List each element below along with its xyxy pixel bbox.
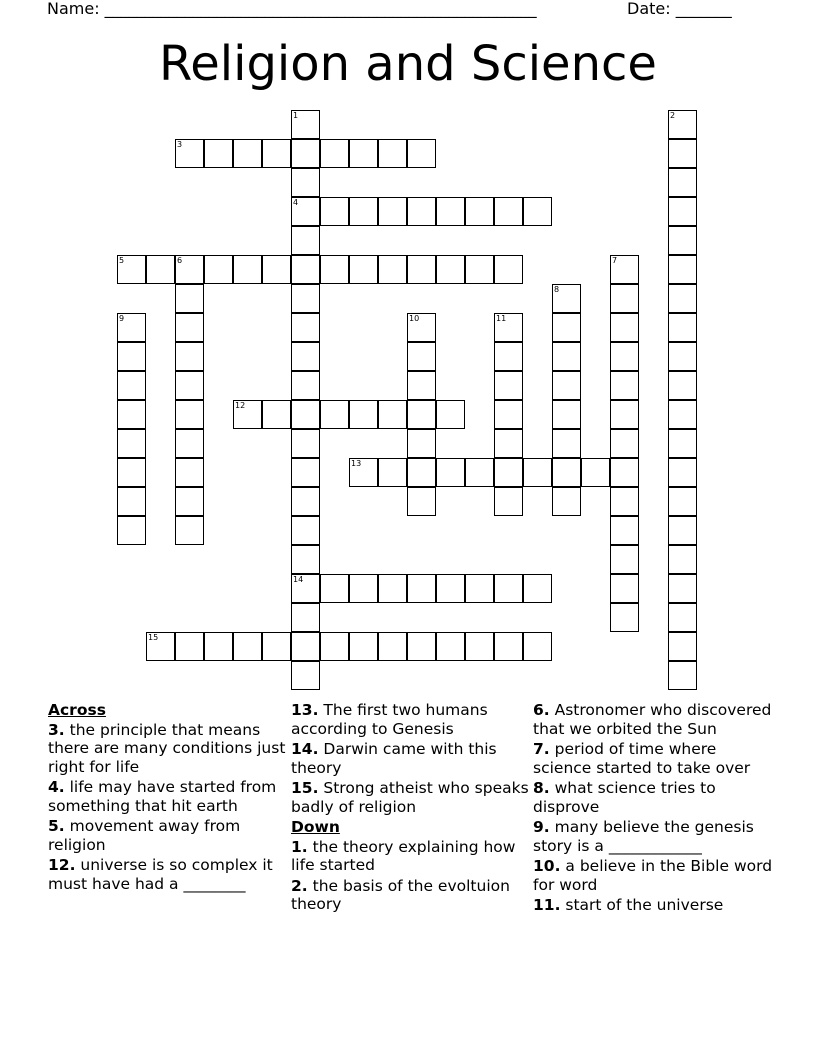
crossword-cell[interactable]	[378, 574, 407, 603]
crossword-cell[interactable]	[378, 458, 407, 487]
clue-item-text: The first two humans according to Genesis	[291, 701, 488, 738]
down-heading: Down	[291, 818, 340, 836]
crossword-cell[interactable]	[175, 429, 204, 458]
clue-item	[48, 778, 288, 815]
crossword-cell[interactable]	[494, 400, 523, 429]
crossword-cell[interactable]	[117, 516, 146, 545]
crossword-cell[interactable]	[349, 458, 378, 487]
crossword-cell[interactable]	[610, 487, 639, 516]
clue-item-text: movement away from religion	[48, 817, 241, 854]
crossword-cell[interactable]	[175, 371, 204, 400]
crossword-cell[interactable]	[436, 632, 465, 661]
crossword-cell[interactable]	[262, 255, 291, 284]
crossword-cell[interactable]	[349, 255, 378, 284]
crossword-cell[interactable]	[233, 400, 262, 429]
crossword-cell[interactable]	[436, 458, 465, 487]
crossword-cell[interactable]	[291, 168, 320, 197]
crossword-cell[interactable]	[610, 545, 639, 574]
crossword-cell[interactable]	[668, 661, 697, 690]
crossword-cell[interactable]	[610, 516, 639, 545]
date-field-label: Date: _______	[627, 0, 732, 18]
crossword-cell[interactable]	[668, 487, 697, 516]
clue-number: 7	[612, 256, 618, 265]
crossword-cell[interactable]	[378, 255, 407, 284]
crossword-cell[interactable]	[436, 197, 465, 226]
clue-item	[533, 779, 773, 816]
crossword-cell[interactable]	[262, 400, 291, 429]
crossword-cell[interactable]	[668, 516, 697, 545]
crossword-cell[interactable]	[494, 342, 523, 371]
crossword-cell[interactable]	[610, 371, 639, 400]
crossword-cell[interactable]	[552, 458, 581, 487]
clue-item	[533, 818, 773, 855]
crossword-cell[interactable]	[378, 632, 407, 661]
crossword-cell[interactable]	[117, 313, 146, 342]
crossword-cell[interactable]	[175, 313, 204, 342]
clue-item	[533, 857, 773, 894]
crossword-cell[interactable]	[407, 371, 436, 400]
crossword-cell[interactable]	[610, 458, 639, 487]
clue-item-text: the basis of the evoltuion theory	[291, 876, 510, 913]
crossword-cell[interactable]	[175, 632, 204, 661]
crossword-cell[interactable]	[175, 400, 204, 429]
clue-number: 1	[293, 111, 299, 120]
clue-number: 6	[177, 256, 183, 265]
crossword-cell[interactable]	[552, 284, 581, 313]
crossword-cell[interactable]	[494, 429, 523, 458]
crossword-cell[interactable]	[117, 487, 146, 516]
crossword-cell[interactable]	[436, 574, 465, 603]
clue-item-number: 4.	[48, 778, 65, 796]
clue-item-text: Darwin came with this theory	[291, 740, 497, 777]
crossword-cell[interactable]	[378, 400, 407, 429]
clue-item-text: many believe the genesis story is a ____________	[533, 818, 754, 855]
clue-number: 13	[351, 459, 362, 468]
crossword-cell[interactable]	[291, 516, 320, 545]
crossword-cell[interactable]	[349, 139, 378, 168]
clue-column-1	[48, 701, 288, 895]
clue-number: 11	[496, 314, 507, 323]
crossword-cell[interactable]	[668, 342, 697, 371]
clue-item	[291, 838, 531, 875]
crossword-cell[interactable]	[291, 458, 320, 487]
crossword-cell[interactable]	[291, 603, 320, 632]
crossword-cell[interactable]	[668, 255, 697, 284]
crossword-cell[interactable]	[494, 458, 523, 487]
crossword-cell[interactable]	[610, 284, 639, 313]
crossword-cell[interactable]	[320, 632, 349, 661]
clue-item	[291, 740, 531, 777]
clue-column-2	[291, 701, 531, 916]
clue-item-number: 5.	[48, 817, 65, 835]
clue-item-text: what science tries to disprove	[533, 779, 716, 816]
crossword-cell[interactable]	[668, 574, 697, 603]
clue-item-text: Astronomer who discovered that we orbited the Sun	[533, 701, 772, 738]
crossword-cell[interactable]	[349, 574, 378, 603]
crossword-cell[interactable]	[552, 400, 581, 429]
crossword-cell[interactable]	[668, 313, 697, 342]
crossword-cell[interactable]	[291, 574, 320, 603]
clue-item-text: the theory explaining how life started	[291, 837, 516, 874]
crossword-cell[interactable]	[349, 197, 378, 226]
crossword-cell[interactable]	[610, 313, 639, 342]
crossword-cell[interactable]	[494, 255, 523, 284]
crossword-cell[interactable]	[668, 226, 697, 255]
crossword-cell[interactable]	[668, 632, 697, 661]
crossword-cell[interactable]	[668, 139, 697, 168]
crossword-cell[interactable]	[175, 516, 204, 545]
crossword-cell[interactable]	[291, 110, 320, 139]
clue-item-number: 15.	[291, 779, 319, 797]
crossword-cell[interactable]	[523, 574, 552, 603]
crossword-cell[interactable]	[407, 400, 436, 429]
crossword-cell[interactable]	[117, 371, 146, 400]
crossword-cell[interactable]	[175, 458, 204, 487]
clue-number: 4	[293, 198, 299, 207]
crossword-cell[interactable]	[610, 429, 639, 458]
crossword-cell[interactable]	[668, 197, 697, 226]
crossword-cell[interactable]	[668, 110, 697, 139]
crossword-cell[interactable]	[320, 139, 349, 168]
clue-item	[291, 877, 531, 914]
clue-number: 3	[177, 140, 183, 149]
name-field-label: Name: ______________________________________________________	[47, 0, 537, 18]
crossword-cell[interactable]	[523, 458, 552, 487]
crossword-cell[interactable]	[349, 632, 378, 661]
clue-number: 15	[148, 633, 159, 642]
clue-number: 10	[409, 314, 420, 323]
crossword-cell[interactable]	[552, 429, 581, 458]
crossword-cell[interactable]	[291, 342, 320, 371]
crossword-cell[interactable]	[291, 371, 320, 400]
crossword-cell[interactable]	[204, 139, 233, 168]
crossword-cell[interactable]	[407, 458, 436, 487]
crossword-cell[interactable]	[233, 139, 262, 168]
crossword-cell[interactable]	[291, 487, 320, 516]
crossword-cell[interactable]	[291, 661, 320, 690]
crossword-cell[interactable]	[117, 342, 146, 371]
crossword-cell[interactable]	[204, 632, 233, 661]
clue-item-number: 7.	[533, 740, 550, 758]
clue-item-number: 1.	[291, 837, 308, 856]
clue-number: 2	[670, 111, 676, 120]
crossword-cell[interactable]	[436, 255, 465, 284]
clue-item-number: 6.	[533, 701, 550, 719]
crossword-cell[interactable]	[320, 400, 349, 429]
crossword-cell[interactable]	[610, 255, 639, 284]
clue-item-number: 13.	[291, 701, 319, 719]
crossword-cell[interactable]	[610, 400, 639, 429]
crossword-cell[interactable]	[407, 313, 436, 342]
clue-item-text: period of time where science started to take over	[533, 740, 751, 777]
clue-item-text: universe is so complex it must have had a ________	[48, 856, 273, 893]
crossword-cell[interactable]	[291, 400, 320, 429]
across-heading: Across	[48, 701, 106, 719]
crossword-cell[interactable]	[233, 255, 262, 284]
crossword-cell[interactable]	[291, 139, 320, 168]
clue-item	[291, 701, 531, 738]
clue-item-number: 12.	[48, 856, 76, 874]
clue-item-number: 14.	[291, 740, 319, 758]
crossword-cell[interactable]	[407, 197, 436, 226]
crossword-cell[interactable]	[262, 139, 291, 168]
clue-item-text: Strong atheist who speaks badly of religion	[291, 779, 529, 816]
crossword-cell[interactable]	[117, 400, 146, 429]
clue-item	[48, 856, 288, 893]
crossword-cell[interactable]	[204, 255, 233, 284]
crossword-cell[interactable]	[291, 545, 320, 574]
clue-item	[533, 701, 773, 738]
clue-item-number: 8.	[533, 779, 550, 797]
crossword-cell[interactable]	[552, 342, 581, 371]
crossword-cell[interactable]	[407, 574, 436, 603]
crossword-cell[interactable]	[523, 632, 552, 661]
crossword-cell[interactable]	[233, 632, 262, 661]
crossword-cell[interactable]	[407, 632, 436, 661]
crossword-cell[interactable]	[407, 139, 436, 168]
crossword-cell[interactable]	[175, 342, 204, 371]
crossword-cell[interactable]	[494, 574, 523, 603]
crossword-cell[interactable]	[378, 139, 407, 168]
crossword-cell[interactable]	[349, 400, 378, 429]
crossword-cell[interactable]	[465, 574, 494, 603]
crossword-cell[interactable]	[291, 226, 320, 255]
crossword-cell[interactable]	[494, 632, 523, 661]
crossword-cell[interactable]	[291, 632, 320, 661]
crossword-cell[interactable]	[465, 255, 494, 284]
clue-item-text: life may have started from something that hit earth	[48, 778, 277, 815]
crossword-cell[interactable]	[117, 429, 146, 458]
clue-item-text: the principle that means there are many conditions just right for life	[48, 720, 286, 776]
clue-item-text: start of the universe	[560, 896, 724, 914]
crossword-cell[interactable]	[552, 487, 581, 516]
crossword-cell[interactable]	[175, 139, 204, 168]
clue-item-number: 2.	[291, 876, 308, 895]
crossword-cell[interactable]	[465, 632, 494, 661]
crossword-cell[interactable]	[320, 255, 349, 284]
crossword-cell[interactable]	[175, 255, 204, 284]
clue-item-number: 10.	[533, 857, 561, 875]
crossword-cell[interactable]	[407, 429, 436, 458]
crossword-cell[interactable]	[552, 371, 581, 400]
crossword-cell[interactable]	[175, 487, 204, 516]
crossword-cell[interactable]	[378, 197, 407, 226]
clue-item-number: 3.	[48, 720, 65, 739]
crossword-cell[interactable]	[668, 400, 697, 429]
crossword-cell[interactable]	[668, 168, 697, 197]
crossword-cell[interactable]	[668, 603, 697, 632]
crossword-cell[interactable]	[407, 255, 436, 284]
crossword-cell[interactable]	[436, 400, 465, 429]
crossword-cell[interactable]	[494, 313, 523, 342]
crossword-cell[interactable]	[117, 458, 146, 487]
crossword-cell[interactable]	[494, 371, 523, 400]
clue-item	[291, 779, 531, 816]
crossword-cell[interactable]	[581, 458, 610, 487]
crossword-cell[interactable]	[320, 197, 349, 226]
crossword-cell[interactable]	[494, 487, 523, 516]
clue-item-text: a believe in the Bible word for word	[533, 857, 773, 894]
crossword-cell[interactable]	[668, 429, 697, 458]
clue-item	[533, 896, 773, 915]
clue-item-number: 9.	[533, 818, 550, 836]
crossword-cell[interactable]	[523, 197, 552, 226]
clue-item	[533, 740, 773, 777]
crossword-cell[interactable]	[465, 197, 494, 226]
crossword-cell[interactable]	[610, 342, 639, 371]
clue-item	[48, 721, 288, 777]
puzzle-title: Religion and Science	[159, 36, 657, 92]
clue-number: 8	[554, 285, 560, 294]
clue-item	[48, 817, 288, 854]
crossword-cell[interactable]	[175, 284, 204, 313]
crossword-cell[interactable]	[291, 284, 320, 313]
clue-number: 14	[293, 575, 304, 584]
crossword-cell[interactable]	[291, 255, 320, 284]
crossword-cell[interactable]	[146, 632, 175, 661]
crossword-cell[interactable]	[117, 255, 146, 284]
crossword-cell[interactable]	[262, 632, 291, 661]
crossword-cell[interactable]	[291, 429, 320, 458]
crossword-cell[interactable]	[668, 545, 697, 574]
crossword-cell[interactable]	[320, 574, 349, 603]
crossword-cell[interactable]	[146, 255, 175, 284]
crossword-cell[interactable]	[668, 371, 697, 400]
crossword-cell[interactable]	[610, 574, 639, 603]
crossword-cell[interactable]	[668, 284, 697, 313]
crossword-cell[interactable]	[291, 197, 320, 226]
clue-number: 9	[119, 314, 125, 323]
clue-number: 5	[119, 256, 125, 265]
crossword-cell[interactable]	[552, 313, 581, 342]
crossword-cell[interactable]	[668, 458, 697, 487]
crossword-cell[interactable]	[465, 458, 494, 487]
clue-item-number: 11.	[533, 896, 561, 914]
clue-column-3	[533, 701, 773, 917]
crossword-cell[interactable]	[407, 342, 436, 371]
crossword-cell[interactable]	[610, 603, 639, 632]
crossword-cell[interactable]	[291, 313, 320, 342]
crossword-cell[interactable]	[494, 197, 523, 226]
clue-number: 12	[235, 401, 246, 410]
crossword-cell[interactable]	[407, 487, 436, 516]
